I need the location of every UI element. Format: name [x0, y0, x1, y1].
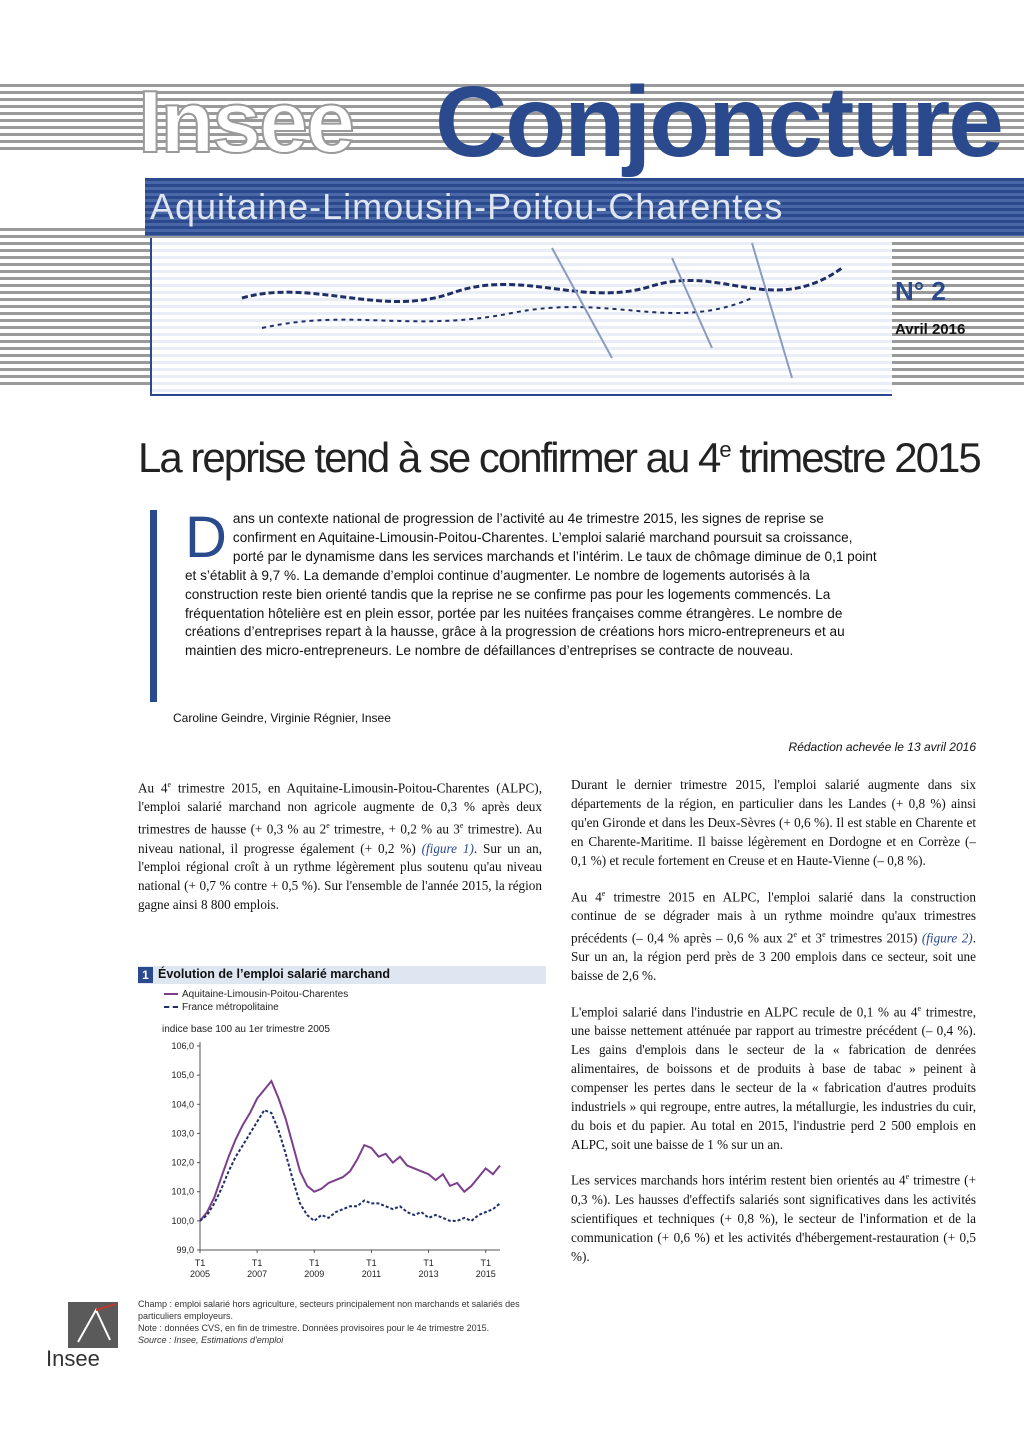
x-tick-label: T1: [251, 1258, 263, 1268]
series-line-1: [200, 1110, 500, 1221]
y-tick-label: 100,0: [171, 1215, 194, 1226]
figure-number: 1: [138, 967, 153, 983]
figure-2-link[interactable]: (figure 2): [921, 930, 973, 946]
x-tick-label-year: 2013: [418, 1269, 439, 1279]
figure-notes: [138, 1298, 538, 1346]
series-line-0: [200, 1081, 500, 1221]
y-tick-label: 104,0: [171, 1099, 194, 1110]
authors: Caroline Geindre, Virginie Régnier, Insee: [173, 711, 391, 725]
abstract-dropcap: D: [185, 505, 227, 570]
col2-paragraph-4: Les services marchands hors intérim restent bien orientés au 4e trimestre (+ 0,3 %). Les hausses d'effectifs salariés sont significatives dans les activités scientifiques et techniques (+ 0,8 %), le secteur de l'information et de la communication (+ 0,6 %) et les activités d'hébergement-restauration (+ 0,5 %).: [571, 1172, 977, 1264]
region-name: Aquitaine-Limousin-Poitou-Charentes: [150, 186, 784, 227]
chart-legend: [164, 988, 348, 1014]
abstract: [185, 505, 880, 661]
x-tick-label: T1: [309, 1258, 320, 1268]
col1-paragraph-1: Au 4e trimestre 2015, en Aquitaine-Limousin-Poitou-Charentes (ALPC), l'emploi salarié marchand non agricole augmente de 0,3 % après deux trimestres de hausse (+ 0,3 % au 2e trimestre, + 0,2 % au 3e trimestre). Au niveau national, il progresse également (+ 0,2 %) (figure 1). Sur un an, l'emploi régional croît à un rythme légèrement plus soutenu qu'au niveau national (+ 0,7 % contre + 0,5 %). Sur l'ensemble de l'année 2015, la région gagne ainsi 8 800 emplois.: [138, 780, 543, 913]
x-tick-label-year: 2011: [361, 1269, 382, 1279]
abstract-text: ans un contexte national de progression de l’activité au 4e trimestre 2015, les signes de reprise se confirment en Aquitaine-Limousin-Poitou-Charentes. L’emploi salarié marchand poursuit sa croissance, porté par le dynamisme dans les services marchands et l’intérim. Le taux de chômage diminue de 0,1 point et s’établit à 9,7 %. La demande d’emploi continue d’augmenter. Le nombre de logements autorisés à la construction reste bien orienté tandis que la reprise ne se confirme pas pour les logements commencés. La fréquentation hôtelière est en plein essor, portée par les nuitées françaises comme étrangères. Le nombre de créations d’entreprises repart à la hausse, grâce à la progression de créations hors micro-entrepreneurs et au maintien des micro-entrepreneurs. Le nombre de défaillances d’entreprises se contracte de nouveau.: [185, 511, 877, 659]
x-tick-label: T1: [366, 1258, 377, 1268]
abstract-accent-bar: [150, 510, 157, 702]
x-tick-label: T1: [194, 1258, 206, 1268]
x-tick-label-year: 2015: [475, 1269, 496, 1279]
article-title: [138, 434, 998, 482]
x-tick-label: T1: [480, 1258, 491, 1268]
artwork-scribble: [152, 238, 892, 394]
title-main: La reprise tend à se confirmer au 4: [138, 434, 720, 481]
x-tick-label-year: 2005: [189, 1269, 211, 1279]
brand-conjoncture: Conjoncture: [435, 66, 1002, 178]
legend-label-region: Aquitaine-Limousin-Poitou-Charentes: [182, 989, 349, 1000]
column-left: [138, 776, 542, 929]
x-tick-label-year: 2007: [247, 1269, 268, 1279]
legend-swatch-france: [164, 1006, 178, 1008]
legend-swatch-region: [164, 993, 178, 995]
figure-1-link[interactable]: (figure 1): [421, 840, 474, 856]
y-tick-label: 101,0: [171, 1186, 194, 1197]
notes-note: Note : données CVS, en fin de trimestre. Données provisoires pour le 4e trimestre 2015.: [138, 1323, 490, 1333]
title-sup: e: [719, 437, 730, 462]
y-tick-label: 102,0: [171, 1157, 194, 1168]
col2-paragraph-3: L'emploi salarié dans l'industrie en ALPC recule de 0,1 % au 4e trimestre, une baisse nettement atténuée par rapport au trimestre précédent (– 0,4 %). Les gains d'emplois dans le secteur de la « fabrication de denrées alimentaires, de boissons et de produits à base de tabac » peinent à compenser les pertes dans le secteur de la « fabrication d'autres produits industriels » qui regroupe, entre autres, la métallurgie, les industries du cuir, du bois et du papier. Au total en 2015, l'industrie perd 2 500 emplois en ALPC, soit une baisse de 1 % sur un an.: [571, 1003, 976, 1152]
x-tick-label-year: 2009: [304, 1269, 325, 1279]
issue-date: Avril 2016: [895, 321, 966, 338]
insee-logo-icon: [68, 1302, 118, 1348]
brand-insee: Insee: [138, 72, 354, 171]
y-tick-label: 99,0: [176, 1245, 194, 1255]
insee-logo-text: Insee: [46, 1346, 100, 1371]
redaction-date: Rédaction achevée le 13 avril 2016: [788, 740, 976, 754]
title-end: trimestre 2015: [729, 434, 980, 481]
legend-item-region: [164, 988, 348, 1001]
y-tick-label: 106,0: [171, 1041, 194, 1051]
notes-source: Source : Insee, Estimations d'emploi: [138, 1335, 284, 1345]
legend-label-france: France métropolitaine: [182, 1002, 279, 1013]
col2-paragraph-2: Au 4e trimestre 2015 en ALPC, l'emploi salarié dans la construction continue de se dégrader mais à un rythme moindre qu'aux trimestres précédents (– 0,4 % après – 0,6 % aux 2e et 3e trimestres 2015) (figure 2). Sur un an, la région perd près de 3 200 emplois dans ce secteur, soit une baisse de 2,6 %.: [571, 888, 976, 983]
x-tick-label: T1: [423, 1258, 434, 1268]
chart-ylabel: indice base 100 au 1er trimestre 2005: [162, 1024, 330, 1035]
y-tick-label: 103,0: [171, 1128, 194, 1139]
logo-glyph: [68, 1302, 118, 1348]
col2-paragraph-1: Durant le dernier trimestre 2015, l'emploi salarié augmente dans six départements de la région, en particulier dans les Landes (+ 0,8 %) ainsi qu'en Gironde et dans les Deux-Sèvres (+ 0,6 %). Il est stable en Charente et en Charente-Maritime. Il baisse légèrement en Dordogne et en Corrèze (– 0,1 %) et recule fortement en Creuse et en Haute-Vienne (– 0,8 %).: [571, 777, 976, 868]
masthead-artwork: [150, 238, 892, 396]
legend-item-france: [164, 1001, 348, 1014]
column-right: [571, 776, 976, 1280]
figure-title: Évolution de l’emploi salarié marchand: [158, 967, 391, 981]
notes-champ: Champ : emploi salarié hors agriculture, secteurs principalement non marchands et salariés des particuliers employeurs.: [138, 1299, 520, 1321]
employment-line-chart: [138, 1032, 518, 1282]
y-tick-label: 105,0: [171, 1070, 194, 1081]
issue-number: N° 2: [895, 276, 946, 306]
